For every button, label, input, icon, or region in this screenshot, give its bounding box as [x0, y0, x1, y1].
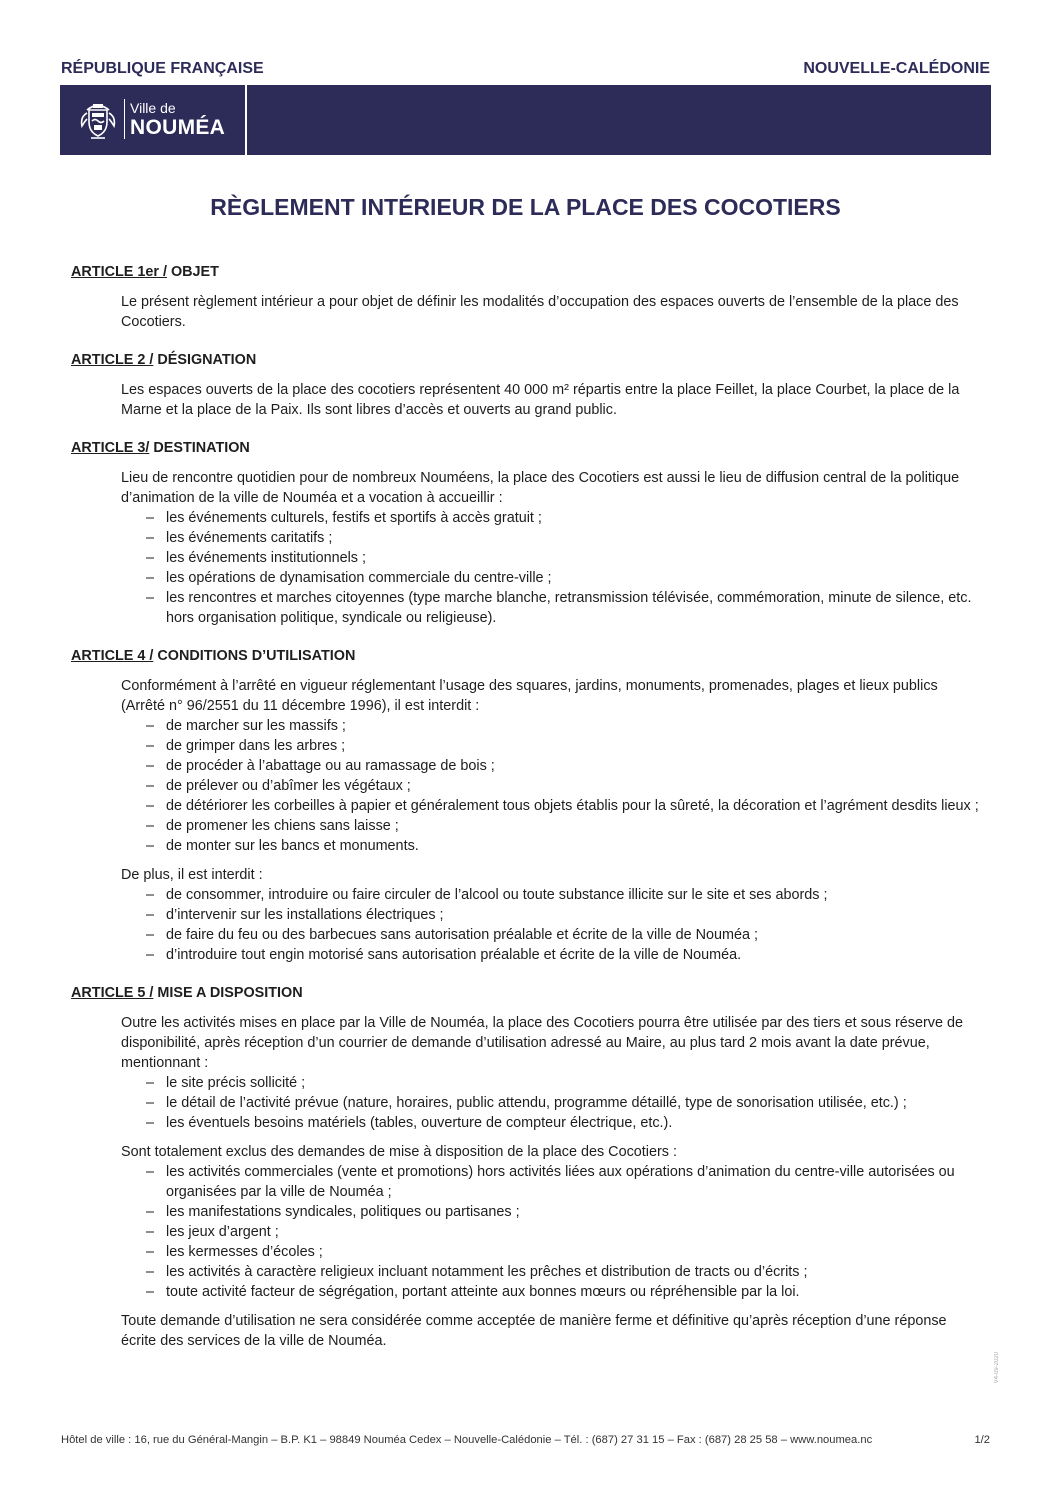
- article-heading: [71, 646, 981, 666]
- list-item: – de détériorer les corbeilles à papier et généralement tous objets établis pour la sûreté, la décoration et l’agrément desdits lieux ;: [166, 796, 981, 816]
- list-item: – d’introduire tout engin motorisé sans autorisation préalable et écrite de la ville de Nouméa.: [166, 945, 981, 965]
- list-item: – les manifestations syndicales, politiques ou partisanes ;: [166, 1202, 981, 1222]
- list-item: – de faire du feu ou des barbecues sans autorisation préalable et écrite de la ville de Nouméa ;: [166, 925, 981, 945]
- list-item: – les jeux d’argent ;: [166, 1222, 981, 1242]
- paragraph: Conformément à l’arrêté en vigueur réglementant l’usage des squares, jardins, monuments, promenades, plages et lieux publics (Arrêté n° 96/2551 du 11 décembre 1996), il est interdit :: [121, 678, 938, 714]
- list-item: – d’intervenir sur les installations électriques ;: [166, 905, 981, 925]
- paragraph: Lieu de rencontre quotidien pour de nombreux Nouméens, la place des Cocotiers est aussi le lieu de diffusion central de la politique d’animation de la ville de Nouméa et a vocation à accueillir :: [121, 470, 960, 506]
- article-3: [71, 438, 981, 628]
- list-item: – les rencontres et marches citoyennes (type marche blanche, retransmission télévisée, commémoration, minute de silence, etc. hors organisation politique, syndicale ou religieuse).: [166, 588, 981, 628]
- dash-list: [121, 716, 981, 856]
- article-name: DESTINATION: [149, 440, 250, 456]
- article-5: [71, 983, 981, 1351]
- header-right-label: NOUVELLE-CALÉDONIE: [803, 60, 990, 77]
- article-name: DÉSIGNATION: [153, 352, 257, 368]
- article-body: [121, 676, 981, 965]
- article-heading: [71, 438, 981, 458]
- paragraph: Sont totalement exclus des demandes de mise à disposition de la place des Cocotiers :: [121, 1144, 677, 1160]
- list-item: – le détail de l’activité prévue (nature, horaires, public attendu, programme détaillé, type de sonorisation utilisée, etc.) ;: [166, 1093, 981, 1113]
- list-item: – de grimper dans les arbres ;: [166, 736, 981, 756]
- list-item: – les événements caritatifs ;: [166, 528, 981, 548]
- paragraph: De plus, il est interdit :: [121, 867, 263, 883]
- article-name: CONDITIONS D’UTILISATION: [153, 648, 356, 664]
- list-item: – le site précis sollicité ;: [166, 1073, 981, 1093]
- article-number: ARTICLE 4 /: [71, 648, 154, 664]
- article-number: ARTICLE 5 /: [71, 985, 154, 1001]
- article-heading: [71, 983, 981, 1003]
- list-item: – les événements culturels, festifs et sportifs à accès gratuit ;: [166, 508, 981, 528]
- paragraph: Les espaces ouverts de la place des cocotiers représentent 40 000 m² répartis entre la place Feillet, la place Courbet, la place de la Marne et la place de la Paix. Ils sont libres d’accès et ouverts au grand public.: [121, 382, 960, 418]
- noumea-coat-of-arms-icon: [76, 97, 120, 141]
- article-heading: [71, 350, 981, 370]
- article-number: ARTICLE 1er /: [71, 264, 167, 280]
- document-body: [71, 262, 981, 1369]
- list-item: – les opérations de dynamisation commerciale du centre-ville ;: [166, 568, 981, 588]
- list-item: – de monter sur les bancs et monuments.: [166, 836, 981, 856]
- document-title: RÈGLEMENT INTÉRIEUR DE LA PLACE DES COCOTIERS: [210, 194, 841, 220]
- paragraph: Outre les activités mises en place par la Ville de Nouméa, la place des Cocotiers pourra être utilisée par des tiers et sous réserve de disponibilité, après réception d’un courrier de demande d’utilisation adressé au Maire, au plus tard 2 mois avant la date prévue, mentionnant :: [121, 1015, 963, 1071]
- footer-address: Hôtel de ville : 16, rue du Général-Mangin – B.P. K1 – 98849 Nouméa Cedex – Nouvelle-Calédonie – Tél. : (687) 27 31 15 – Fax : (687) 28 25 58 – www.noumea.nc: [61, 1434, 873, 1446]
- header-left-label: RÉPUBLIQUE FRANÇAISE: [61, 60, 264, 77]
- dash-list: [121, 508, 981, 628]
- header-banner: [60, 85, 991, 155]
- article-2: [71, 350, 981, 420]
- article-name: MISE A DISPOSITION: [153, 985, 303, 1001]
- article-body: [121, 468, 981, 628]
- logo-text-ville: Ville de: [130, 99, 176, 116]
- paragraph: Toute demande d’utilisation ne sera considérée comme acceptée de manière ferme et définitive qu’après réception d’une réponse écrite des services de la ville de Nouméa.: [121, 1313, 947, 1349]
- dash-list: [121, 1073, 981, 1133]
- list-item: – les activités à caractère religieux incluant notamment les prêches et distribution de tracts ou d’écrits ;: [166, 1262, 981, 1282]
- list-item: – toute activité facteur de ségrégation, portant atteinte aux bonnes mœurs ou répréhensible par la loi.: [166, 1282, 981, 1302]
- article-body: [121, 292, 981, 332]
- article-body: [121, 380, 981, 420]
- logo-separator: [124, 99, 125, 139]
- list-item: – de marcher sur les massifs ;: [166, 716, 981, 736]
- article-heading: [71, 262, 981, 282]
- article-number: ARTICLE 2 /: [71, 352, 154, 368]
- page-number: 1/2: [974, 1434, 990, 1446]
- article-4: [71, 646, 981, 965]
- list-item: – de promener les chiens sans laisse ;: [166, 816, 981, 836]
- version-code: V4-09-2020: [994, 1352, 1000, 1384]
- dash-list: [121, 885, 981, 965]
- list-item: – de prélever ou d’abîmer les végétaux ;: [166, 776, 981, 796]
- article-number: ARTICLE 3/: [71, 440, 150, 456]
- paragraph: Le présent règlement intérieur a pour objet de définir les modalités d’occupation des espaces ouverts de l’ensemble de la place des Cocotiers.: [121, 294, 959, 330]
- banner-divider: [245, 85, 247, 155]
- list-item: – de consommer, introduire ou faire circuler de l’alcool ou toute substance illicite sur le site et ses abords ;: [166, 885, 981, 905]
- dash-list: [121, 1162, 981, 1302]
- page-footer: [61, 1434, 990, 1446]
- list-item: – les kermesses d’écoles ;: [166, 1242, 981, 1262]
- list-item: – les éventuels besoins matériels (tables, ouverture de compteur électrique, etc.).: [166, 1113, 981, 1133]
- logo-text-noumea: NOUMÉA: [130, 115, 226, 139]
- page-header: [61, 58, 990, 80]
- list-item: – les activités commerciales (vente et promotions) hors activités liées aux opérations d’animation du centre-ville autorisées ou organisées par la ville de Nouméa ;: [166, 1162, 981, 1202]
- list-item: – les événements institutionnels ;: [166, 548, 981, 568]
- article-body: [121, 1013, 981, 1351]
- list-item: – de procéder à l’abattage ou au ramassage de bois ;: [166, 756, 981, 776]
- city-logo: [76, 97, 225, 141]
- article-1: [71, 262, 981, 332]
- article-name: OBJET: [166, 264, 219, 280]
- logo-text: [130, 101, 225, 138]
